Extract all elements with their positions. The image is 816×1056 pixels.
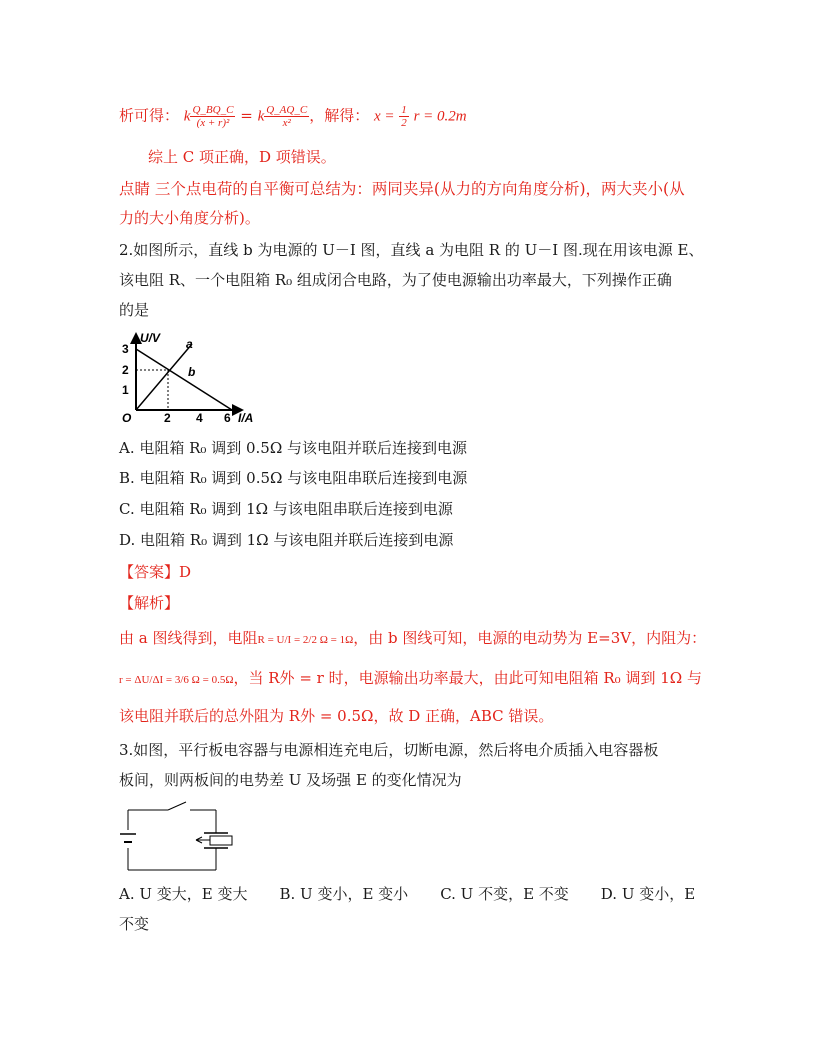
x-axis-label: I/A — [238, 411, 254, 425]
tip-line-1: 点睛 三个点电荷的自平衡可总结为：两同夹异(从力的方向角度分析)，两大夹小(从 — [119, 180, 685, 198]
q3-option-b: B. U 变小，E 变小 — [279, 885, 409, 903]
y-tick-2: 2 — [122, 363, 129, 377]
q2-answer: 【答案】D — [119, 563, 192, 581]
q3-option-d: D. U 变小，E — [600, 885, 696, 903]
x-tick-2: 2 — [164, 411, 171, 425]
dielectric-slab — [210, 836, 232, 845]
x-tick-6: 6 — [224, 411, 231, 425]
q2-option-a: A. 电阻箱 R₀ 调到 0.5Ω 与该电阻并联后连接到电源 — [119, 439, 468, 457]
origin-label: O — [122, 411, 132, 425]
intro-eq-equals: = — [240, 106, 253, 125]
q2-analysis-line-2: r = ΔU/ΔI = 3/6 Ω = 0.5Ω，当 R外 = r 时，电源输出功率最大，由此可知电阻箱 R₀ 调到 1Ω 与 — [119, 669, 702, 687]
q3-stem-line-1: 3.如图，平行板电容器与电源相连充电后，切断电源，然后将电介质插入电容器板 — [119, 741, 659, 759]
q3-option-a: A. U 变大，E 变大 — [119, 885, 248, 903]
intro-frac-1: $\frac{Q\_BQ\_C}{\text{(x + r)²}}$ — [192, 104, 234, 129]
y-tick-1: 1 — [122, 383, 129, 397]
q2-stem-line-1: 2.如图所示，直线 b 为电源的 U－I 图，直线 a 为电阻 R 的 U－I 图.现在用该电源 E、 — [119, 241, 704, 259]
q2-option-c: C. 电阻箱 R₀ 调到 1Ω 与该电阻串联后连接到电源 — [119, 500, 453, 518]
intro-summary: 综上 C 项正确，D 项错误。 — [148, 148, 336, 166]
intro-solve-label: ，解得： — [309, 106, 370, 125]
q2-stem-line-2: 该电阻 R、一个电阻箱 R₀ 组成闭合电路，为了使电源输出功率最大，下列操作正确 — [119, 271, 672, 289]
q3-option-d-cont: 不变 — [119, 915, 150, 933]
q2-option-d: D. 电阻箱 R₀ 调到 1Ω 与该电阻并联后连接到电源 — [119, 531, 454, 549]
x-tick-4: 4 — [196, 411, 203, 425]
line-a-label: a — [186, 337, 193, 351]
q2-option-b: B. 电阻箱 R₀ 调到 0.5Ω 与该电阻串联后连接到电源 — [119, 469, 468, 487]
q3-options-row — [119, 884, 695, 904]
y-axis-label: U/V — [140, 331, 161, 345]
y-tick-3: 3 — [122, 342, 129, 356]
q2-analysis-line-1: 由 a 图线得到，电阻R = U/I = 2/2 Ω = 1Ω，由 b 图线可知，电源的电动势为 E=3V，内阻为： — [119, 629, 707, 647]
intro-equation-line: 析可得： k $\frac{Q\_BQ\_C}{\text{(x + r)²}}$ = k $\frac{Q\_AQ\_C}{\text{x²}}$ ，解得： x = $\frac{1}{2}$ r = 0.2m — [119, 104, 467, 129]
q2-analysis-label: 【解析】 — [119, 594, 180, 612]
line-b — [136, 349, 232, 410]
tip-line-2: 力的大小角度分析)。 — [119, 209, 260, 227]
intro-eq-k: k — [183, 108, 191, 125]
q2-eq-internal: r = ΔU/ΔI = 3/6 Ω = 0.5Ω — [119, 674, 234, 686]
intro-lead: 析可得： — [119, 106, 180, 125]
switch-blade — [168, 802, 186, 810]
intro-frac-half: $\frac{1}{2}$ — [401, 104, 407, 129]
q2-stem-line-3: 的是 — [119, 301, 150, 319]
q3-circuit-diagram — [118, 800, 248, 880]
line-b-label: b — [188, 365, 196, 379]
q3-stem-line-2: 板间，则两板间的电势差 U 及场强 E 的变化情况为 — [119, 771, 462, 789]
intro-frac-2: $\frac{Q\_AQ\_C}{\text{x²}}$ — [266, 104, 308, 129]
q2-eq-resistance: R = U/I = 2/2 Ω = 1Ω — [257, 634, 354, 646]
q2-ui-graph — [114, 330, 254, 426]
q2-analysis-line-3: 该电阻并联后的总外阻为 R外 = 0.5Ω，故 D 正确，ABC 错误。 — [119, 707, 554, 725]
q3-option-c: C. U 不变，E 不变 — [440, 885, 569, 903]
